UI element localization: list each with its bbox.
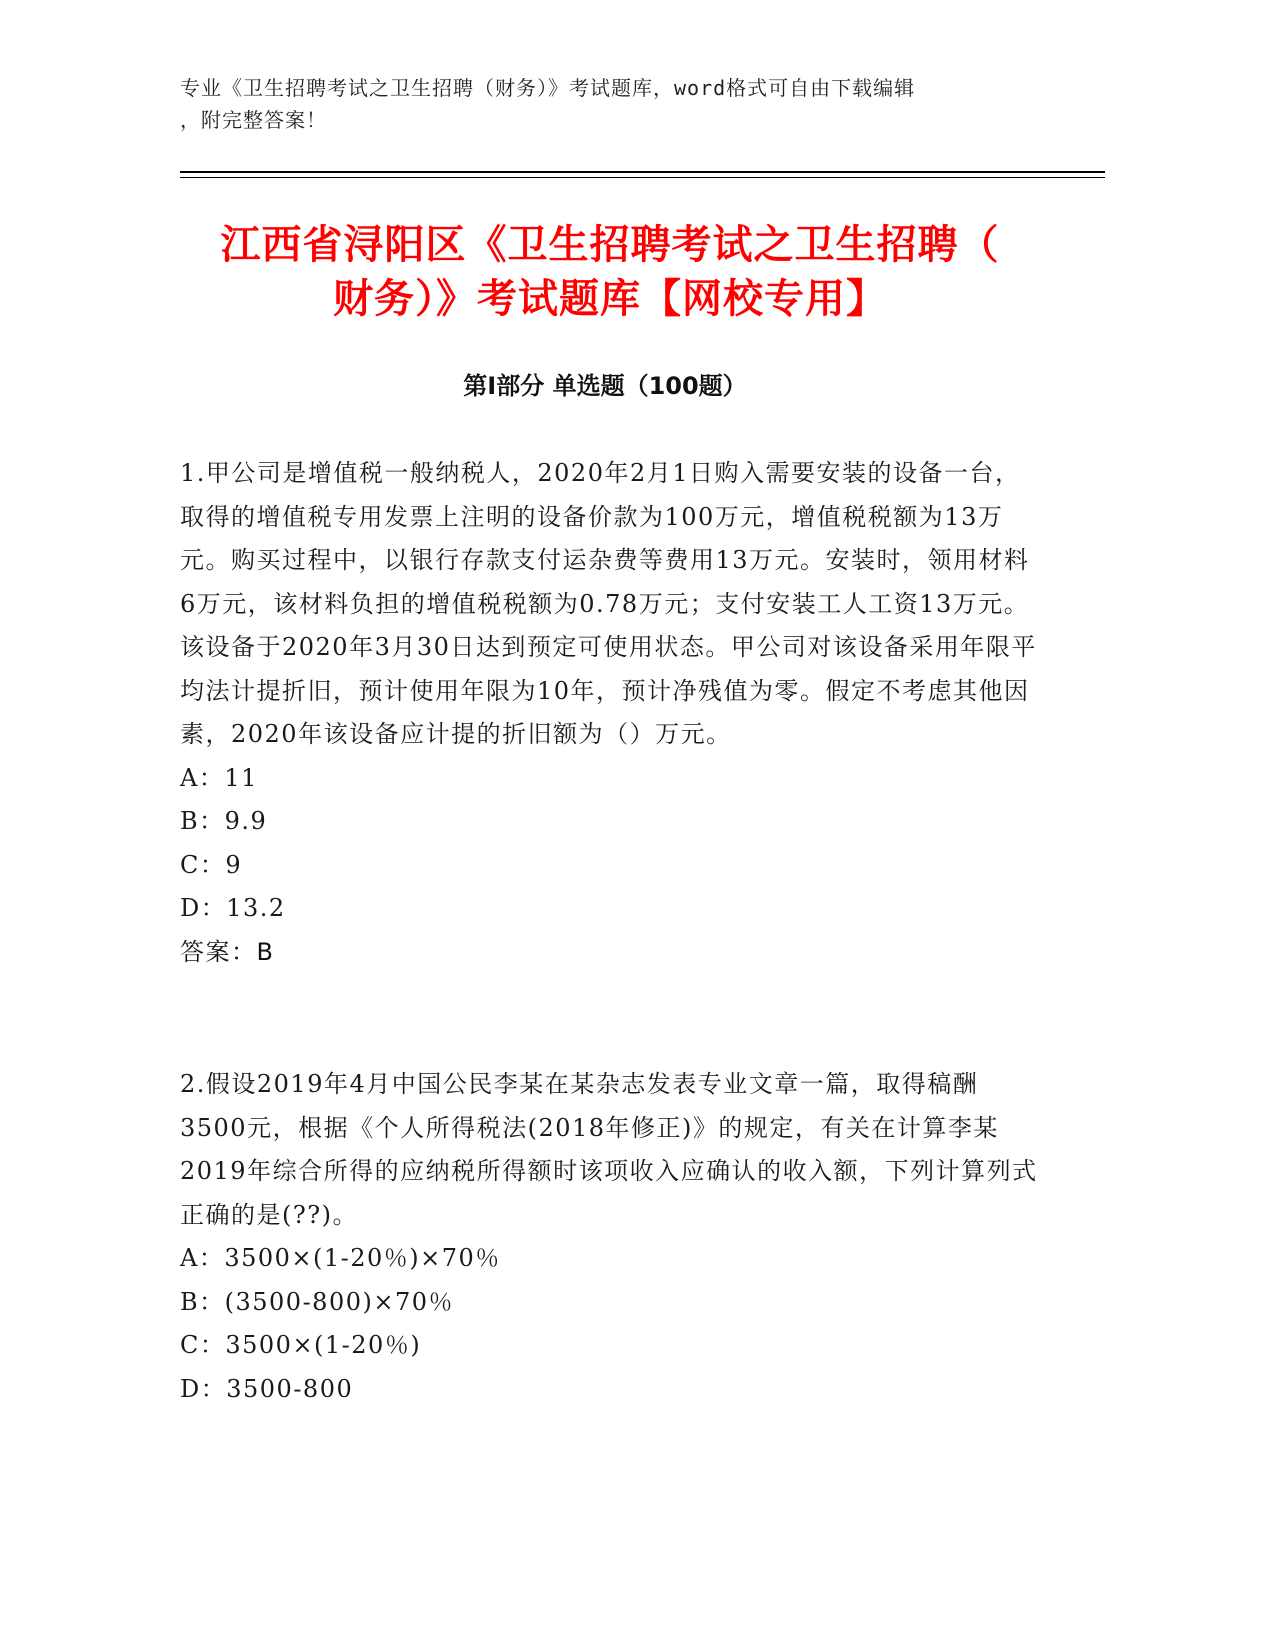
option-b: B：9.9	[180, 807, 268, 835]
option-c: C：9	[180, 850, 243, 879]
document-title-line-2: 财务）》考试题库【网校专用】	[333, 276, 887, 322]
answer-line: 答案：B	[180, 937, 275, 966]
option-a: A：3500×(1-20％)×70％	[180, 1244, 501, 1272]
question-stem: 2.假设2019年4月中国公民李某在某杂志发表专业文章一篇，取得稿酬3500元，根据《个人所得税法(2018年修正)》的规定，有关在计算李某2019年综合所得的应纳税所得额时该项收入应确认的收入额，下列计算列式正确的是(??)。	[180, 1070, 1038, 1229]
header-note-line-2: ，附完整答案！	[180, 108, 327, 132]
section-title: 第Ⅰ部分 单选题（100题）	[463, 372, 747, 400]
question-1	[180, 452, 1040, 974]
document-title-line-1: 江西省浔阳区《卫生招聘考试之卫生招聘（	[220, 222, 1000, 268]
header-note-line-1: 专业《卫生招聘考试之卫生招聘（财务）》考试题库，word格式可自由下载编辑	[180, 76, 916, 100]
option-d: D：3500-800	[180, 1374, 354, 1403]
header-divider-thin	[180, 177, 1105, 178]
option-d: D：13.2	[180, 894, 286, 922]
option-c: C：3500×(1-20％)	[180, 1331, 422, 1359]
question-stem: 1.甲公司是增值税一般纳税人，2020年2月1日购入需要安装的设备一台，取得的增值税专用发票上注明的设备价款为100万元，增值税税额为13万元。购买过程中，以银行存款支付运杂费等费用13万元。安装时，领用材料6万元，该材料负担的增值税税额为0.78万元；支付安装工人工资13万元。该设备于2020年3月30日达到预定可使用状态。甲公司对该设备采用年限平均法计提折旧，预计使用年限为10年，预计净残值为零。假定不考虑其他因素，2020年该设备应计提的折旧额为（）万元。	[180, 459, 1037, 748]
header-note	[180, 72, 1040, 136]
question-2	[180, 1063, 1040, 1411]
option-b: B：(3500-800)×70％	[180, 1287, 455, 1316]
document-title	[150, 218, 1070, 326]
option-a: A：11	[180, 763, 258, 792]
header-divider-thick	[180, 171, 1105, 173]
